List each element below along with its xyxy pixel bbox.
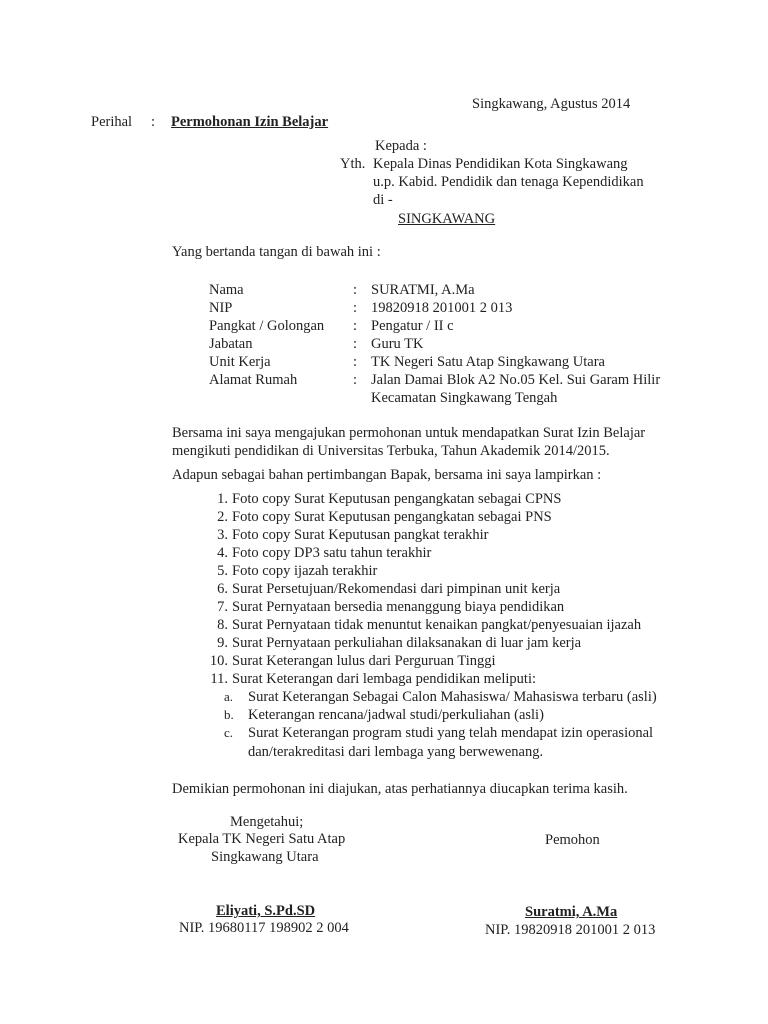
list-text: Surat Pernyataan bersedia menanggung biaya pendidikan — [232, 599, 565, 615]
identity-label: Jabatan — [209, 336, 253, 352]
body-para1-line1: Bersama ini saya mengajukan permohonan untuk mendapatkan Surat Izin Belajar — [172, 425, 646, 441]
list-text: Surat Pernyataan perkuliahan dilaksanakan di luar jam kerja — [232, 635, 582, 651]
identity-value: Jalan Damai Blok A2 No.05 Kel. Sui Garam Hilir — [371, 372, 661, 388]
identity-address-line2: Kecamatan Singkawang Tengah — [371, 390, 558, 406]
sign-left-nip: NIP. 19680117 198902 2 004 — [179, 920, 349, 936]
recipient-line3: di - — [373, 192, 393, 208]
sign-right-nip: NIP. 19820918 201001 2 013 — [485, 922, 656, 938]
list-number: 2. — [217, 509, 228, 525]
list-number: 8. — [217, 617, 228, 633]
identity-value: SURATMI, A.Ma — [371, 282, 475, 298]
list-text: Surat Keterangan lulus dari Perguruan Tinggi — [232, 653, 496, 669]
list-number: 7. — [217, 599, 228, 615]
sublist-text: Surat Keterangan program studi yang telah mendapat izin operasional — [248, 725, 654, 741]
list-text: Foto copy DP3 satu tahun terakhir — [232, 545, 432, 561]
list-text: Foto copy Surat Keputusan pengangkatan sebagai CPNS — [232, 491, 562, 507]
list-number: 11. — [210, 671, 228, 687]
identity-label: Unit Kerja — [209, 354, 271, 370]
sublist-letter: c. — [224, 725, 234, 740]
identity-label: Alamat Rumah — [209, 372, 298, 388]
sign-right-title: Pemohon — [545, 832, 600, 848]
sublist-letter: b. — [224, 707, 234, 722]
list-number: 4. — [217, 545, 228, 561]
list-text: Surat Persetujuan/Rekomendasi dari pimpinan unit kerja — [232, 581, 561, 597]
subject-colon: : — [151, 114, 156, 130]
identity-value: 19820918 201001 2 013 — [371, 300, 513, 316]
recipient-city: SINGKAWANG — [398, 211, 496, 227]
identity-colon: : — [353, 318, 358, 334]
identity-colon: : — [353, 372, 358, 388]
subject-label: Perihal — [91, 114, 133, 130]
sublist-letter: a. — [224, 689, 234, 704]
list-number: 6. — [217, 581, 228, 597]
list-text: Foto copy ijazah terakhir — [232, 563, 378, 579]
intro-text: Yang bertanda tangan di bawah ini : — [172, 244, 381, 260]
list-number: 3. — [217, 527, 228, 543]
identity-value: Guru TK — [371, 336, 424, 352]
list-text: Foto copy Surat Keputusan pangkat terakhir — [232, 527, 489, 543]
place-date: Singkawang, Agustus 2014 — [472, 96, 631, 112]
list-text: Surat Keterangan dari lembaga pendidikan meliputi: — [232, 671, 536, 687]
sign-left-line2: Kepala TK Negeri Satu Atap — [178, 831, 346, 847]
identity-colon: : — [353, 354, 358, 370]
sign-left-name: Eliyati, S.Pd.SD — [216, 903, 316, 919]
subject-title: Permohonan Izin Belajar — [171, 114, 329, 130]
identity-value: TK Negeri Satu Atap Singkawang Utara — [371, 354, 605, 370]
recipient-yth: Yth. — [340, 156, 366, 172]
body-para2: Adapun sebagai bahan pertimbangan Bapak, bersama ini saya lampirkan : — [172, 467, 602, 483]
identity-colon: : — [353, 300, 358, 316]
identity-label: Nama — [209, 282, 244, 298]
identity-value: Pengatur / II c — [371, 318, 454, 334]
list-text: Foto copy Surat Keputusan pengangkatan sebagai PNS — [232, 509, 552, 525]
closing-text: Demikian permohonan ini diajukan, atas perhatiannya diucapkan terima kasih. — [172, 781, 628, 797]
recipient-line2: u.p. Kabid. Pendidik dan tenaga Kependidikan — [373, 174, 644, 190]
recipient-kepada: Kepada : — [375, 138, 427, 154]
sublist-text: Keterangan rencana/jadwal studi/perkuliahan (asli) — [248, 707, 544, 723]
identity-colon: : — [353, 336, 358, 352]
identity-colon: : — [353, 282, 358, 298]
sign-left-line3: Singkawang Utara — [211, 849, 319, 865]
list-number: 9. — [217, 635, 228, 651]
sign-right-name: Suratmi, A.Ma — [525, 904, 618, 920]
list-number: 5. — [217, 563, 228, 579]
identity-label: Pangkat / Golongan — [209, 318, 325, 334]
list-number: 10. — [209, 653, 228, 669]
list-number: 1. — [217, 491, 228, 507]
sublist-c-line2: dan/terakreditasi dari lembaga yang berwewenang. — [248, 744, 544, 760]
sign-left-line1: Mengetahui; — [230, 814, 304, 830]
recipient-line1: Kepala Dinas Pendidikan Kota Singkawang — [373, 156, 628, 172]
sublist-text: Surat Keterangan Sebagai Calon Mahasiswa/ Mahasiswa terbaru (asli) — [248, 689, 657, 705]
body-para1-line2: mengikuti pendidikan di Universitas Terbuka, Tahun Akademik 2014/2015. — [172, 443, 610, 459]
list-text: Surat Pernyataan tidak menuntut kenaikan pangkat/penyesuaian ijazah — [232, 617, 642, 633]
identity-label: NIP — [209, 300, 233, 316]
